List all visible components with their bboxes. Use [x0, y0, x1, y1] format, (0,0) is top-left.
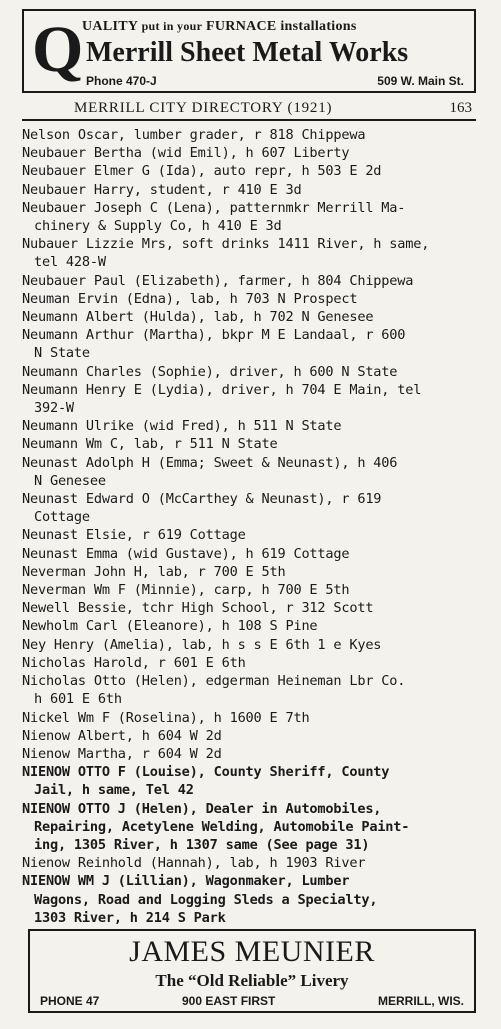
- entry-line: Neverman John H, lab, r 700 E 5th: [22, 563, 286, 580]
- directory-entry: [22, 800, 490, 855]
- directory-entry: [22, 181, 490, 199]
- entry-line: Neunast Emma (wid Gustave), h 619 Cottage: [22, 545, 350, 562]
- entry-continuation-line: 392-W: [34, 400, 74, 417]
- entry-line: Neumann Charles (Sophie), driver, h 600 N State: [22, 363, 398, 380]
- entry-continuation-line: 1303 River, h 214 S Park: [34, 909, 226, 926]
- ad-slogan-part-2: put in your: [141, 19, 203, 33]
- entry-line: Nienow Martha, r 604 W 2d: [22, 745, 222, 762]
- directory-entry: [22, 636, 490, 654]
- entry-line: Neuman Ervin (Edna), lab, h 703 N Prospect: [22, 290, 358, 307]
- directory-entry: [22, 126, 490, 144]
- directory-entry: [22, 872, 490, 927]
- directory-entry: [22, 435, 490, 453]
- directory-entry: [22, 272, 490, 290]
- directory-entry: [22, 763, 490, 799]
- entry-line: Neunast Adolph H (Emma; Sweet & Neunast), h 406: [22, 454, 398, 471]
- top-advertisement: [22, 9, 476, 93]
- directory-entry: [22, 672, 490, 708]
- directory-entry: [22, 162, 490, 180]
- ad-slogan-part-3: FURNACE installations: [206, 19, 357, 34]
- entry-line: Nelson Oscar, lumber grader, r 818 Chippewa: [22, 127, 366, 143]
- directory-entry: [22, 308, 490, 326]
- directory-entry: [22, 490, 490, 526]
- entry-continuation-line: Wagons, Road and Logging Sleds a Specialty,: [34, 891, 378, 908]
- entry-line: Neubauer Harry, student, r 410 E 3d: [22, 181, 302, 198]
- ad-address: 509 W. Main St.: [377, 74, 464, 88]
- directory-entry: [22, 381, 490, 417]
- entry-line: Neubauer Joseph C (Lena), patternmkr Merrill Ma-: [22, 199, 406, 216]
- entry-continuation-line: N Genesee: [34, 472, 106, 489]
- entry-line: Nicholas Harold, r 601 E 6th: [22, 654, 246, 671]
- entry-continuation-line: chinery & Supply Co, h 410 E 3d: [34, 218, 282, 235]
- ad-city-bottom: MERRILL, WIS.: [378, 994, 464, 1008]
- directory-entry: [22, 745, 490, 763]
- directory-entries: [22, 126, 490, 927]
- directory-entry: [22, 563, 490, 581]
- entry-continuation-line: tel 428-W: [34, 254, 106, 271]
- directory-entry: [22, 581, 490, 599]
- entry-line: NIENOW OTTO J (Helen), Dealer in Automobiles,: [22, 800, 382, 817]
- entry-continuation-line: Repairing, Acetylene Welding, Automobile Paint-: [34, 818, 410, 835]
- entry-continuation-line: Jail, h same, Tel 42: [34, 782, 194, 799]
- directory-entry: [22, 545, 490, 563]
- directory-entry: [22, 727, 490, 745]
- directory-entry: [22, 454, 490, 490]
- page-number: 163: [449, 100, 472, 116]
- entry-continuation-line: h 601 E 6th: [34, 691, 122, 708]
- entry-line: Neumann Ulrike (wid Fred), h 511 N State: [22, 418, 342, 435]
- directory-entry: [22, 654, 490, 672]
- bottom-advertisement: [28, 929, 476, 1013]
- entry-line: Nickel Wm F (Roselina), h 1600 E 7th: [22, 709, 310, 726]
- directory-entry: [22, 144, 490, 162]
- directory-entry: [22, 709, 490, 727]
- entry-line: Neumann Henry E (Lydia), driver, h 704 E Main, tel: [22, 381, 422, 398]
- entry-line: Neunast Edward O (McCarthey & Neunast), r 619: [22, 491, 382, 508]
- entry-line: Newell Bessie, tchr High School, r 312 Scott: [22, 600, 374, 617]
- entry-line: Newholm Carl (Eleanore), h 108 S Pine: [22, 618, 318, 635]
- entry-line: Neubauer Elmer G (Ida), auto repr, h 503 E 2d: [22, 163, 382, 180]
- entry-line: Ney Henry (Amelia), lab, h s s E 6th 1 e Kyes: [22, 636, 382, 653]
- directory-entry: [22, 199, 490, 235]
- entry-line: Nubauer Lizzie Mrs, soft drinks 1411 River, h same,: [22, 236, 430, 253]
- directory-entry: [22, 290, 490, 308]
- entry-continuation-line: ing, 1305 River, h 1307 same (See page 31): [34, 836, 370, 853]
- directory-entry: [22, 617, 490, 635]
- ad-street-bottom: 900 EAST FIRST: [182, 994, 276, 1008]
- ad-slogan-part-1: UALITY: [82, 19, 138, 34]
- ad-business-name: Merrill Sheet Metal Works: [86, 37, 409, 68]
- entry-line: NIENOW WM J (Lillian), Wagonmaker, Lumber: [22, 873, 350, 890]
- ad-phone: Phone 470-J: [86, 74, 157, 88]
- entry-line: Neubauer Bertha (wid Emil), h 607 Liberty: [22, 145, 350, 162]
- page-header: [22, 99, 476, 121]
- directory-entry: [22, 854, 490, 872]
- entry-line: Neumann Wm C, lab, r 511 N State: [22, 436, 278, 453]
- entry-line: Neunast Elsie, r 619 Cottage: [22, 527, 246, 544]
- ad-initial-letter: Q: [32, 13, 84, 86]
- entry-line: Neumann Arthur (Martha), bkpr M E Landaal, r 600: [22, 327, 406, 344]
- directory-entry: [22, 417, 490, 435]
- ad-slogan: [82, 19, 357, 35]
- directory-entry: [22, 326, 490, 362]
- entry-line: Neubauer Paul (Elizabeth), farmer, h 804 Chippewa: [22, 272, 414, 289]
- ad-tagline: The “Old Reliable” Livery: [155, 971, 349, 990]
- directory-title: MERRILL CITY DIRECTORY (1921): [74, 100, 333, 116]
- ad-phone-bottom: PHONE 47: [40, 994, 100, 1008]
- entry-line: NIENOW OTTO F (Louise), County Sheriff, County: [22, 764, 390, 781]
- entry-line: Neverman Wm F (Minnie), carp, h 700 E 5th: [22, 582, 350, 599]
- ad-business-name-bottom: JAMES MEUNIER: [129, 935, 375, 968]
- entry-line: Neumann Albert (Hulda), lab, h 702 N Genesee: [22, 309, 374, 326]
- entry-line: Nienow Reinhold (Hannah), lab, h 1903 River: [22, 855, 366, 872]
- directory-entry: [22, 235, 490, 271]
- directory-entry: [22, 599, 490, 617]
- entry-continuation-line: N State: [34, 345, 90, 362]
- entry-line: Nienow Albert, h 604 W 2d: [22, 727, 222, 744]
- directory-entry: [22, 363, 490, 381]
- entry-line: Nicholas Otto (Helen), edgerman Heineman Lbr Co.: [22, 673, 406, 690]
- entry-continuation-line: Cottage: [34, 509, 90, 526]
- directory-entry: [22, 526, 490, 544]
